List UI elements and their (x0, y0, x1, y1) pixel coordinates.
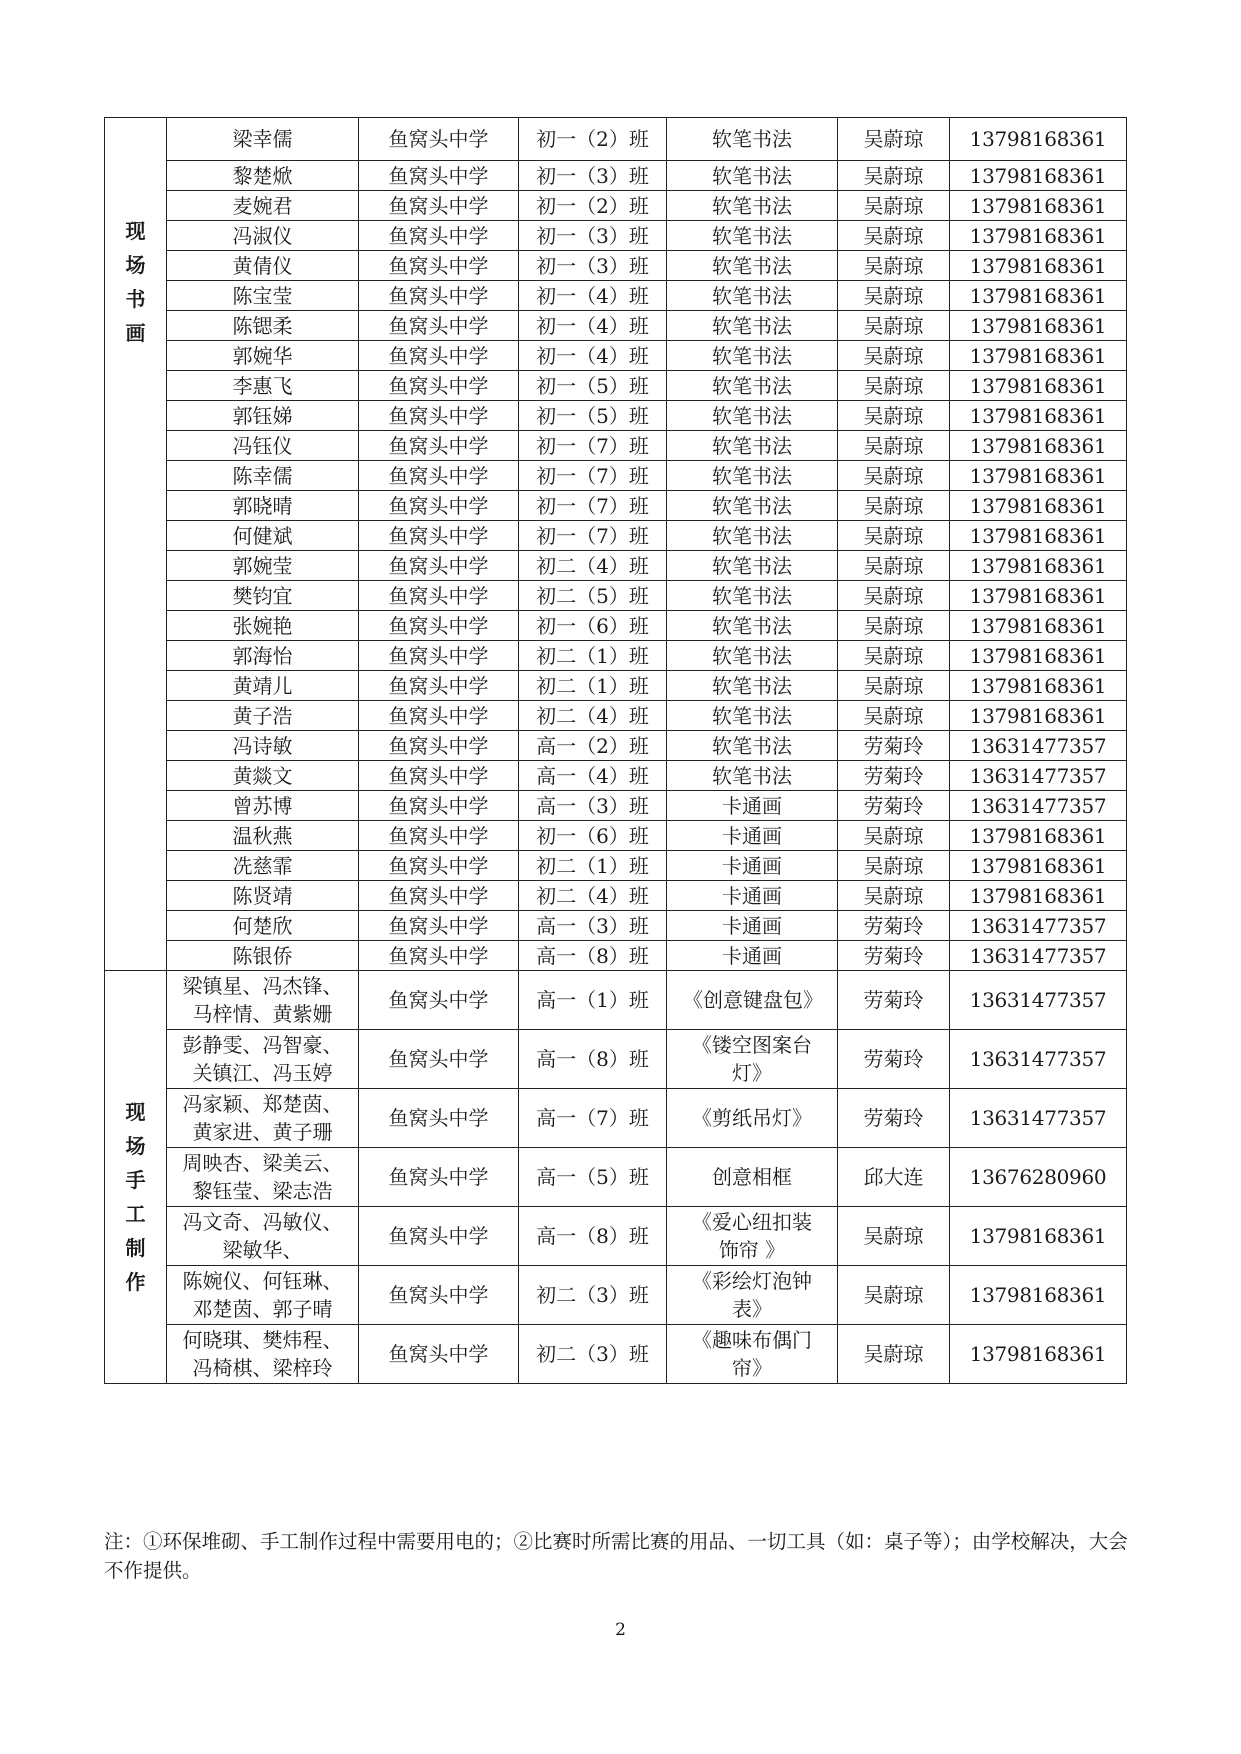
item-cell: 软笔书法 (667, 401, 838, 431)
phone-cell: 13798168361 (950, 701, 1127, 731)
school-cell: 鱼窝头中学 (359, 731, 519, 761)
school-cell: 鱼窝头中学 (359, 761, 519, 791)
teacher-cell: 吴蔚琼 (838, 1207, 950, 1266)
name-cell: 郭晓晴 (167, 491, 359, 521)
class-cell: 初一（3）班 (519, 251, 667, 281)
name-cell: 黄燚文 (167, 761, 359, 791)
name-cell: 黄倩仪 (167, 251, 359, 281)
teacher-cell: 吴蔚琼 (838, 431, 950, 461)
teacher-cell: 吴蔚琼 (838, 191, 950, 221)
category-label: 现场手工制作 (125, 1100, 146, 1294)
table-row (105, 521, 1127, 551)
name-cell: 冼慈霏 (167, 851, 359, 881)
phone-cell: 13676280960 (950, 1148, 1127, 1207)
table-row (105, 881, 1127, 911)
table-row (105, 671, 1127, 701)
teacher-cell: 劳菊玲 (838, 1089, 950, 1148)
teacher-cell: 吴蔚琼 (838, 161, 950, 191)
teacher-cell: 劳菊玲 (838, 791, 950, 821)
teacher-cell: 吴蔚琼 (838, 491, 950, 521)
school-cell: 鱼窝头中学 (359, 191, 519, 221)
class-cell: 高一（3）班 (519, 791, 667, 821)
footnote: 注：①环保堆砌、手工制作过程中需要用电的；②比赛时所需比赛的用品、一切工具（如：桌子等）；由学校解决，大会不作提供。 (104, 1530, 1128, 1582)
phone-cell: 13798168361 (950, 251, 1127, 281)
class-cell: 高一（4）班 (519, 761, 667, 791)
name-cell: 黄靖儿 (167, 671, 359, 701)
phone-cell: 13798168361 (950, 851, 1127, 881)
name-cell: 温秋燕 (167, 821, 359, 851)
table-row (105, 371, 1127, 401)
phone-cell: 13798168361 (950, 641, 1127, 671)
item-cell: 《镂空图案台灯》 (667, 1030, 838, 1089)
name-cell: 梁幸儒 (167, 118, 359, 161)
class-cell: 初二（1）班 (519, 671, 667, 701)
name-cell: 何晓琪、樊炜程、冯椅棋、梁梓玲 (167, 1325, 359, 1384)
class-cell: 初一（4）班 (519, 311, 667, 341)
school-cell: 鱼窝头中学 (359, 671, 519, 701)
teacher-cell: 吴蔚琼 (838, 551, 950, 581)
teacher-cell: 吴蔚琼 (838, 1266, 950, 1325)
page-number: 2 (615, 1620, 626, 1640)
name-cell: 樊钧宜 (167, 581, 359, 611)
table-row (105, 1089, 1127, 1148)
school-cell: 鱼窝头中学 (359, 521, 519, 551)
item-cell: 创意相框 (667, 1148, 838, 1207)
name-cell: 冯钰仪 (167, 431, 359, 461)
school-cell: 鱼窝头中学 (359, 401, 519, 431)
phone-cell: 13798168361 (950, 461, 1127, 491)
class-cell: 高一（8）班 (519, 941, 667, 971)
item-cell: 卡通画 (667, 791, 838, 821)
phone-cell: 13798168361 (950, 118, 1127, 161)
table-row (105, 281, 1127, 311)
teacher-cell: 吴蔚琼 (838, 118, 950, 161)
table-row (105, 641, 1127, 671)
school-cell: 鱼窝头中学 (359, 971, 519, 1030)
name-cell: 曾苏博 (167, 791, 359, 821)
school-cell: 鱼窝头中学 (359, 791, 519, 821)
item-cell: 卡通画 (667, 821, 838, 851)
item-cell: 卡通画 (667, 851, 838, 881)
name-cell: 李惠飞 (167, 371, 359, 401)
school-cell: 鱼窝头中学 (359, 911, 519, 941)
table-row (105, 761, 1127, 791)
class-cell: 初二（1）班 (519, 851, 667, 881)
teacher-cell: 吴蔚琼 (838, 641, 950, 671)
teacher-cell: 吴蔚琼 (838, 611, 950, 641)
phone-cell: 13798168361 (950, 281, 1127, 311)
phone-cell: 13631477357 (950, 1030, 1127, 1089)
school-cell: 鱼窝头中学 (359, 581, 519, 611)
item-cell: 卡通画 (667, 881, 838, 911)
phone-cell: 13798168361 (950, 551, 1127, 581)
school-cell: 鱼窝头中学 (359, 641, 519, 671)
school-cell: 鱼窝头中学 (359, 371, 519, 401)
item-cell: 《爱心纽扣装饰帘 》 (667, 1207, 838, 1266)
phone-cell: 13631477357 (950, 761, 1127, 791)
table-row (105, 941, 1127, 971)
entry-table (104, 117, 1127, 1384)
school-cell: 鱼窝头中学 (359, 1325, 519, 1384)
teacher-cell: 吴蔚琼 (838, 281, 950, 311)
table-row (105, 821, 1127, 851)
phone-cell: 13798168361 (950, 371, 1127, 401)
name-cell: 何楚欣 (167, 911, 359, 941)
category-label: 现场书画 (125, 219, 146, 345)
name-cell: 冯淑仪 (167, 221, 359, 251)
table-row (105, 791, 1127, 821)
phone-cell: 13798168361 (950, 611, 1127, 641)
table-row (105, 581, 1127, 611)
class-cell: 初二（3）班 (519, 1266, 667, 1325)
item-cell: 《剪纸吊灯》 (667, 1089, 838, 1148)
phone-cell: 13798168361 (950, 431, 1127, 461)
class-cell: 初二（3）班 (519, 1325, 667, 1384)
school-cell: 鱼窝头中学 (359, 881, 519, 911)
phone-cell: 13798168361 (950, 881, 1127, 911)
class-cell: 初一（5）班 (519, 371, 667, 401)
class-cell: 初一（7）班 (519, 431, 667, 461)
name-cell: 陈宝莹 (167, 281, 359, 311)
item-cell: 软笔书法 (667, 341, 838, 371)
item-cell: 软笔书法 (667, 221, 838, 251)
school-cell: 鱼窝头中学 (359, 251, 519, 281)
item-cell: 软笔书法 (667, 461, 838, 491)
name-cell: 陈锶柔 (167, 311, 359, 341)
class-cell: 初二（5）班 (519, 581, 667, 611)
name-cell: 郭钰娣 (167, 401, 359, 431)
phone-cell: 13798168361 (950, 161, 1127, 191)
class-cell: 高一（7）班 (519, 1089, 667, 1148)
school-cell: 鱼窝头中学 (359, 941, 519, 971)
name-cell: 陈幸儒 (167, 461, 359, 491)
school-cell: 鱼窝头中学 (359, 551, 519, 581)
phone-cell: 13798168361 (950, 221, 1127, 251)
class-cell: 初一（4）班 (519, 341, 667, 371)
teacher-cell: 吴蔚琼 (838, 341, 950, 371)
class-cell: 初一（2）班 (519, 118, 667, 161)
teacher-cell: 吴蔚琼 (838, 251, 950, 281)
table-row (105, 461, 1127, 491)
class-cell: 初二（4）班 (519, 551, 667, 581)
item-cell: 软笔书法 (667, 491, 838, 521)
phone-cell: 13798168361 (950, 821, 1127, 851)
table-row (105, 701, 1127, 731)
class-cell: 初一（5）班 (519, 401, 667, 431)
table-row (105, 731, 1127, 761)
table-row (105, 221, 1127, 251)
item-cell: 软笔书法 (667, 161, 838, 191)
name-cell: 郭婉华 (167, 341, 359, 371)
school-cell: 鱼窝头中学 (359, 1148, 519, 1207)
teacher-cell: 吴蔚琼 (838, 881, 950, 911)
school-cell: 鱼窝头中学 (359, 341, 519, 371)
school-cell: 鱼窝头中学 (359, 221, 519, 251)
class-cell: 初二（1）班 (519, 641, 667, 671)
phone-cell: 13798168361 (950, 191, 1127, 221)
school-cell: 鱼窝头中学 (359, 281, 519, 311)
teacher-cell: 吴蔚琼 (838, 401, 950, 431)
teacher-cell: 吴蔚琼 (838, 371, 950, 401)
school-cell: 鱼窝头中学 (359, 821, 519, 851)
item-cell: 软笔书法 (667, 551, 838, 581)
teacher-cell: 吴蔚琼 (838, 221, 950, 251)
class-cell: 初一（7）班 (519, 491, 667, 521)
class-cell: 初一（2）班 (519, 191, 667, 221)
table-row (105, 611, 1127, 641)
school-cell: 鱼窝头中学 (359, 1030, 519, 1089)
teacher-cell: 吴蔚琼 (838, 671, 950, 701)
item-cell: 卡通画 (667, 941, 838, 971)
teacher-cell: 邱大连 (838, 1148, 950, 1207)
item-cell: 软笔书法 (667, 371, 838, 401)
teacher-cell: 劳菊玲 (838, 1030, 950, 1089)
table-row (105, 251, 1127, 281)
item-cell: 软笔书法 (667, 641, 838, 671)
class-cell: 初一（4）班 (519, 281, 667, 311)
class-cell: 初二（4）班 (519, 881, 667, 911)
item-cell: 软笔书法 (667, 671, 838, 701)
school-cell: 鱼窝头中学 (359, 611, 519, 641)
class-cell: 初一（6）班 (519, 611, 667, 641)
class-cell: 初一（7）班 (519, 521, 667, 551)
phone-cell: 13798168361 (950, 401, 1127, 431)
class-cell: 初二（4）班 (519, 701, 667, 731)
class-cell: 初一（3）班 (519, 221, 667, 251)
name-cell: 黄子浩 (167, 701, 359, 731)
school-cell: 鱼窝头中学 (359, 431, 519, 461)
item-cell: 软笔书法 (667, 431, 838, 461)
item-cell: 软笔书法 (667, 731, 838, 761)
item-cell: 《彩绘灯泡钟表》 (667, 1266, 838, 1325)
table-row (105, 1266, 1127, 1325)
teacher-cell: 吴蔚琼 (838, 851, 950, 881)
phone-cell: 13631477357 (950, 1089, 1127, 1148)
name-cell: 何健斌 (167, 521, 359, 551)
teacher-cell: 吴蔚琼 (838, 461, 950, 491)
table-row (105, 1325, 1127, 1384)
teacher-cell: 吴蔚琼 (838, 701, 950, 731)
teacher-cell: 吴蔚琼 (838, 821, 950, 851)
school-cell: 鱼窝头中学 (359, 461, 519, 491)
school-cell: 鱼窝头中学 (359, 1089, 519, 1148)
name-cell: 彭静雯、冯智豪、关镇江、冯玉婷 (167, 1030, 359, 1089)
item-cell: 软笔书法 (667, 521, 838, 551)
class-cell: 高一（8）班 (519, 1030, 667, 1089)
class-cell: 初一（6）班 (519, 821, 667, 851)
school-cell: 鱼窝头中学 (359, 118, 519, 161)
name-cell: 张婉艳 (167, 611, 359, 641)
teacher-cell: 劳菊玲 (838, 761, 950, 791)
teacher-cell: 吴蔚琼 (838, 1325, 950, 1384)
name-cell: 周映杏、梁美云、黎钰莹、梁志浩 (167, 1148, 359, 1207)
name-cell: 冯家颖、郑楚茵、黄家进、黄子珊 (167, 1089, 359, 1148)
category-cell (105, 118, 167, 971)
table-row (105, 971, 1127, 1030)
table-row (105, 1148, 1127, 1207)
school-cell: 鱼窝头中学 (359, 491, 519, 521)
teacher-cell: 劳菊玲 (838, 731, 950, 761)
class-cell: 高一（3）班 (519, 911, 667, 941)
class-cell: 高一（2）班 (519, 731, 667, 761)
table-row (105, 911, 1127, 941)
school-cell: 鱼窝头中学 (359, 851, 519, 881)
name-cell: 冯文奇、冯敏仪、梁敏华、 (167, 1207, 359, 1266)
name-cell: 陈贤靖 (167, 881, 359, 911)
school-cell: 鱼窝头中学 (359, 161, 519, 191)
item-cell: 软笔书法 (667, 251, 838, 281)
item-cell: 软笔书法 (667, 311, 838, 341)
phone-cell: 13631477357 (950, 911, 1127, 941)
phone-cell: 13798168361 (950, 581, 1127, 611)
school-cell: 鱼窝头中学 (359, 701, 519, 731)
teacher-cell: 吴蔚琼 (838, 521, 950, 551)
name-cell: 郭海怡 (167, 641, 359, 671)
school-cell: 鱼窝头中学 (359, 311, 519, 341)
phone-cell: 13798168361 (950, 311, 1127, 341)
phone-cell: 13631477357 (950, 971, 1127, 1030)
phone-cell: 13798168361 (950, 1266, 1127, 1325)
item-cell: 《趣味布偶门帘》 (667, 1325, 838, 1384)
table-row (105, 161, 1127, 191)
item-cell: 软笔书法 (667, 611, 838, 641)
table-row (105, 118, 1127, 161)
phone-cell: 13798168361 (950, 1207, 1127, 1266)
phone-cell: 13798168361 (950, 521, 1127, 551)
class-cell: 初一（7）班 (519, 461, 667, 491)
phone-cell: 13798168361 (950, 341, 1127, 371)
table-row (105, 551, 1127, 581)
name-cell: 黎楚焮 (167, 161, 359, 191)
table-row (105, 431, 1127, 461)
phone-cell: 13798168361 (950, 491, 1127, 521)
table-row (105, 401, 1127, 431)
item-cell: 软笔书法 (667, 191, 838, 221)
table-row (105, 1030, 1127, 1089)
name-cell: 梁镇星、冯杰锋、马梓情、黄紫姗 (167, 971, 359, 1030)
name-cell: 陈婉仪、何钰琳、邓楚茵、郭子晴 (167, 1266, 359, 1325)
teacher-cell: 劳菊玲 (838, 911, 950, 941)
item-cell: 软笔书法 (667, 281, 838, 311)
teacher-cell: 劳菊玲 (838, 941, 950, 971)
name-cell: 冯诗敏 (167, 731, 359, 761)
table-row (105, 191, 1127, 221)
school-cell: 鱼窝头中学 (359, 1207, 519, 1266)
item-cell: 软笔书法 (667, 761, 838, 791)
class-cell: 初一（3）班 (519, 161, 667, 191)
item-cell: 软笔书法 (667, 581, 838, 611)
phone-cell: 13631477357 (950, 731, 1127, 761)
teacher-cell: 吴蔚琼 (838, 581, 950, 611)
class-cell: 高一（5）班 (519, 1148, 667, 1207)
item-cell: 《创意键盘包》 (667, 971, 838, 1030)
class-cell: 高一（1）班 (519, 971, 667, 1030)
teacher-cell: 劳菊玲 (838, 971, 950, 1030)
table-row (105, 851, 1127, 881)
phone-cell: 13798168361 (950, 1325, 1127, 1384)
table-row (105, 1207, 1127, 1266)
entry-table-body (105, 118, 1127, 1384)
table-row (105, 491, 1127, 521)
phone-cell: 13631477357 (950, 791, 1127, 821)
item-cell: 软笔书法 (667, 701, 838, 731)
school-cell: 鱼窝头中学 (359, 1266, 519, 1325)
table-row (105, 341, 1127, 371)
item-cell: 卡通画 (667, 911, 838, 941)
category-cell (105, 971, 167, 1384)
phone-cell: 13631477357 (950, 941, 1127, 971)
teacher-cell: 吴蔚琼 (838, 311, 950, 341)
name-cell: 陈银侨 (167, 941, 359, 971)
name-cell: 麦婉君 (167, 191, 359, 221)
class-cell: 高一（8）班 (519, 1207, 667, 1266)
phone-cell: 13798168361 (950, 671, 1127, 701)
table-row (105, 311, 1127, 341)
name-cell: 郭婉莹 (167, 551, 359, 581)
item-cell: 软笔书法 (667, 118, 838, 161)
